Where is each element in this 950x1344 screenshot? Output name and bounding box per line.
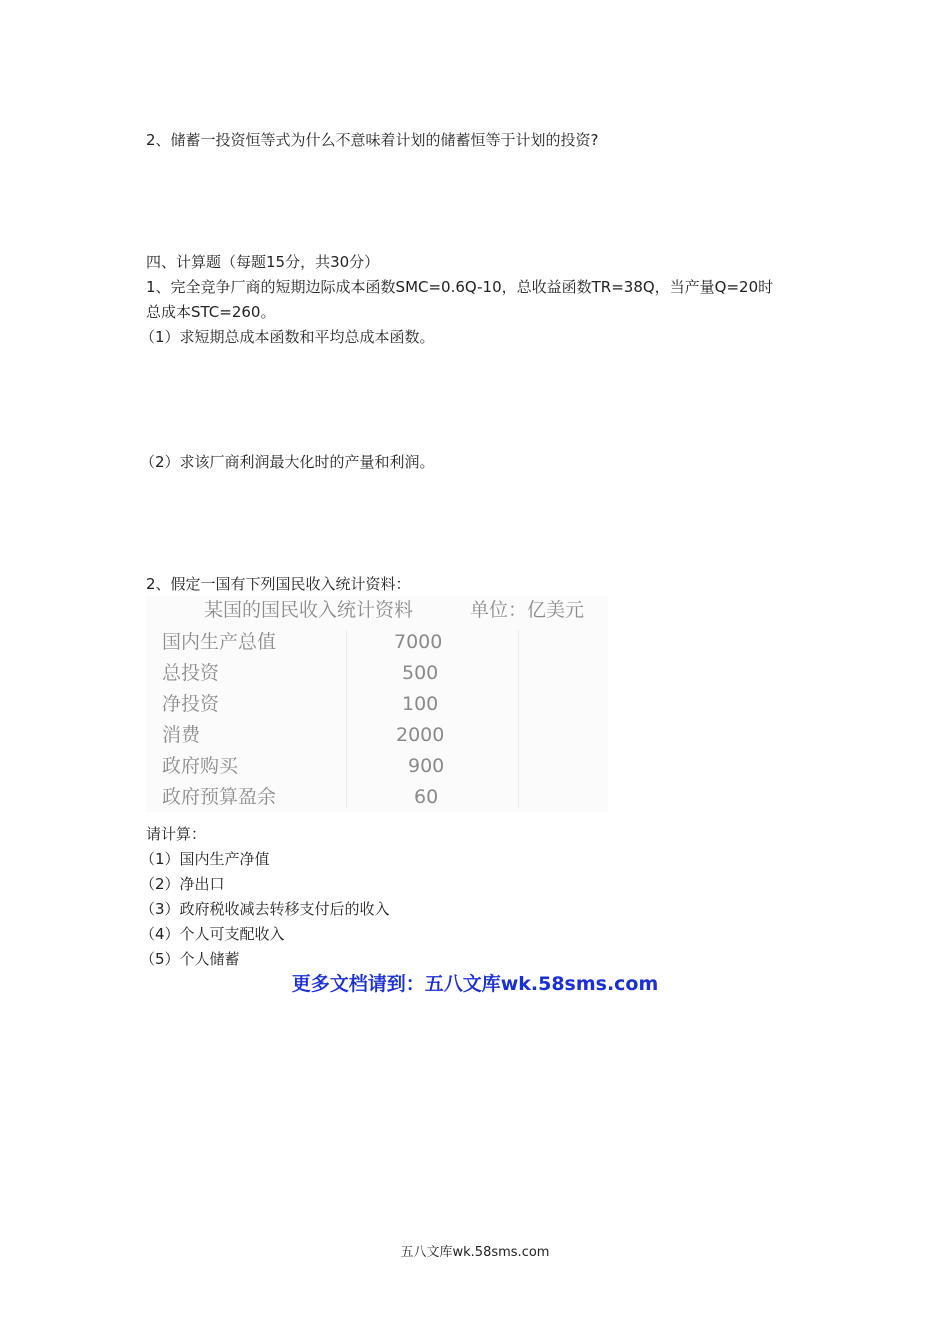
table-row-value: 100 (402, 693, 439, 715)
calc-2-item: （5）个人储蓄 (140, 950, 240, 968)
table-row-value: 7000 (394, 631, 443, 653)
calc-2-ask: 请计算： (146, 825, 207, 843)
calc-2-item: （2）净出口 (140, 875, 225, 893)
calc-1-line1: 1、完全竞争厂商的短期边际成本函数SMC=0.6Q-10，总收益函数TR=38Q，当产量Q=20时 (146, 278, 774, 296)
table-row-label: 国内生产总值 (162, 631, 277, 653)
table-row-value: 500 (402, 662, 439, 684)
calc-2-intro: 2、假定一国有下列国民收入统计资料： (146, 575, 411, 593)
calc-1-sub1: （1）求短期总成本函数和平均总成本函数。 (140, 328, 435, 346)
table-row-label: 净投资 (162, 693, 220, 715)
table-row-label: 总投资 (162, 662, 220, 684)
table-row-label: 消费 (162, 724, 201, 746)
calc-2-item: （3）政府税收减去转移支付后的收入 (140, 900, 390, 918)
calc-1-line2: 总成本STC=260。 (146, 303, 276, 321)
question-2: 2、储蓄一投资恒等式为什么不意味着计划的储蓄恒等于计划的投资? (146, 131, 599, 149)
income-statistics-table (146, 596, 608, 812)
table-row-value: 60 (414, 786, 439, 808)
promo-link[interactable]: 更多文档请到：五八文库wk.58sms.com (291, 973, 659, 995)
page-footer: 五八文库wk.58sms.com (400, 1245, 550, 1260)
table-row-value: 2000 (396, 724, 445, 746)
table-divider (518, 630, 519, 808)
table-title: 某国的国民收入统计资料 (204, 599, 414, 621)
table-row-label: 政府购买 (162, 755, 239, 777)
table-row-value: 900 (408, 755, 445, 777)
table-row-label: 政府预算盈余 (162, 786, 277, 808)
table-divider (346, 630, 347, 808)
calc-2-item: （4）个人可支配收入 (140, 925, 285, 943)
calc-1-sub2: （2）求该厂商利润最大化时的产量和利润。 (140, 453, 435, 471)
calc-2-item: （1）国内生产净值 (140, 850, 270, 868)
table-unit: 单位：亿美元 (470, 599, 585, 621)
section-4-title: 四、计算题（每题15分，共30分） (146, 253, 380, 271)
